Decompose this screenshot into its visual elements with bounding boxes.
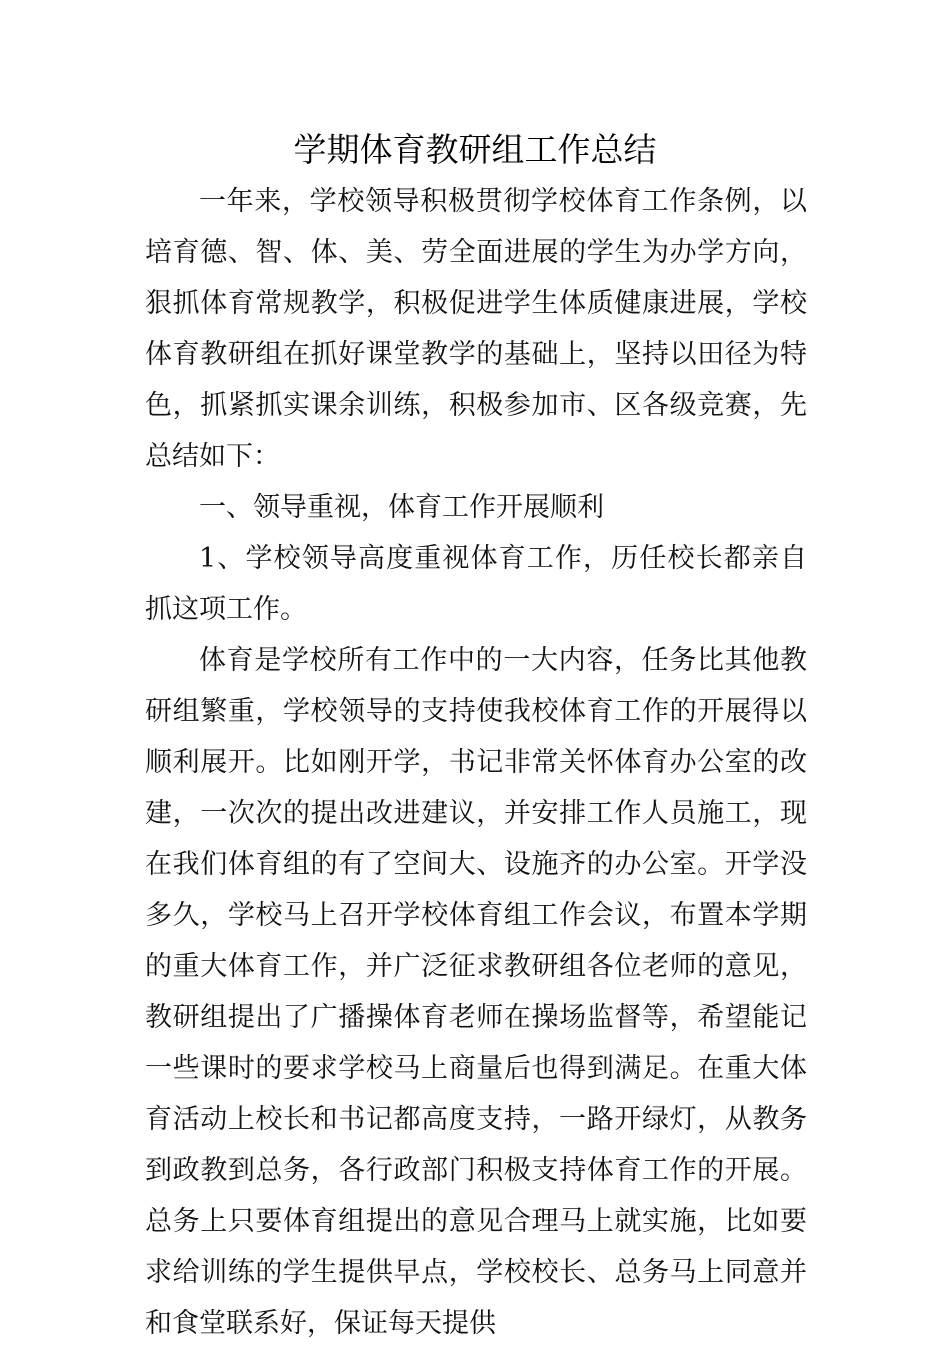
document-body bbox=[145, 176, 807, 1349]
section-heading-1: 一、领导重视，体育工作开展顺利 bbox=[199, 492, 604, 523]
paragraph-detail: 体育是学校所有工作中的一大内容，任务比其他教研组繁重，学校领导的支持使我校体育工作的开展得以顺利展开。比如刚开学，书记非常关怀体育办公室的改建，一次次的提出改进建议，并安排工作人员施工，现在我们体育组的有了空间大、设施齐的办公室。开学没多久，学校马上召开学校体育组工作会议，布置本学期的重大体育工作，并广泛征求教研组各位老师的意见，教研组提出了广播操体育老师在操场监督等，希望能记一些课时的要求学校马上商量后也得到满足。在重大体育活动上校长和书记都高度支持，一路开绿灯，从教务到政教到总务，各行政部门积极支持体育工作的开展。总务上只要体育组提出的意见合理马上就实施，比如要求给训练的学生提供早点，学校校长、总务马上同意并和食堂联系好，保证每天提供 bbox=[145, 645, 807, 1339]
paragraph-intro: 一年来，学校领导积极贯彻学校体育工作条例，以培育德、智、体、美、劳全面进展的学生为办学方向，狠抓体育常规教学，积极促进学生体质健康进展，学校体育教研组在抓好课堂教学的基础上，坚持以田径为特色，抓紧抓实课余训练，积极参加市、区各级竞赛，先总结如下： bbox=[145, 186, 807, 472]
document-title: 学期体育教研组工作总结 bbox=[293, 130, 657, 169]
paragraph-item-1: 1、学校领导高度重视体育工作，历任校长都亲自抓这项工作。 bbox=[145, 543, 807, 625]
